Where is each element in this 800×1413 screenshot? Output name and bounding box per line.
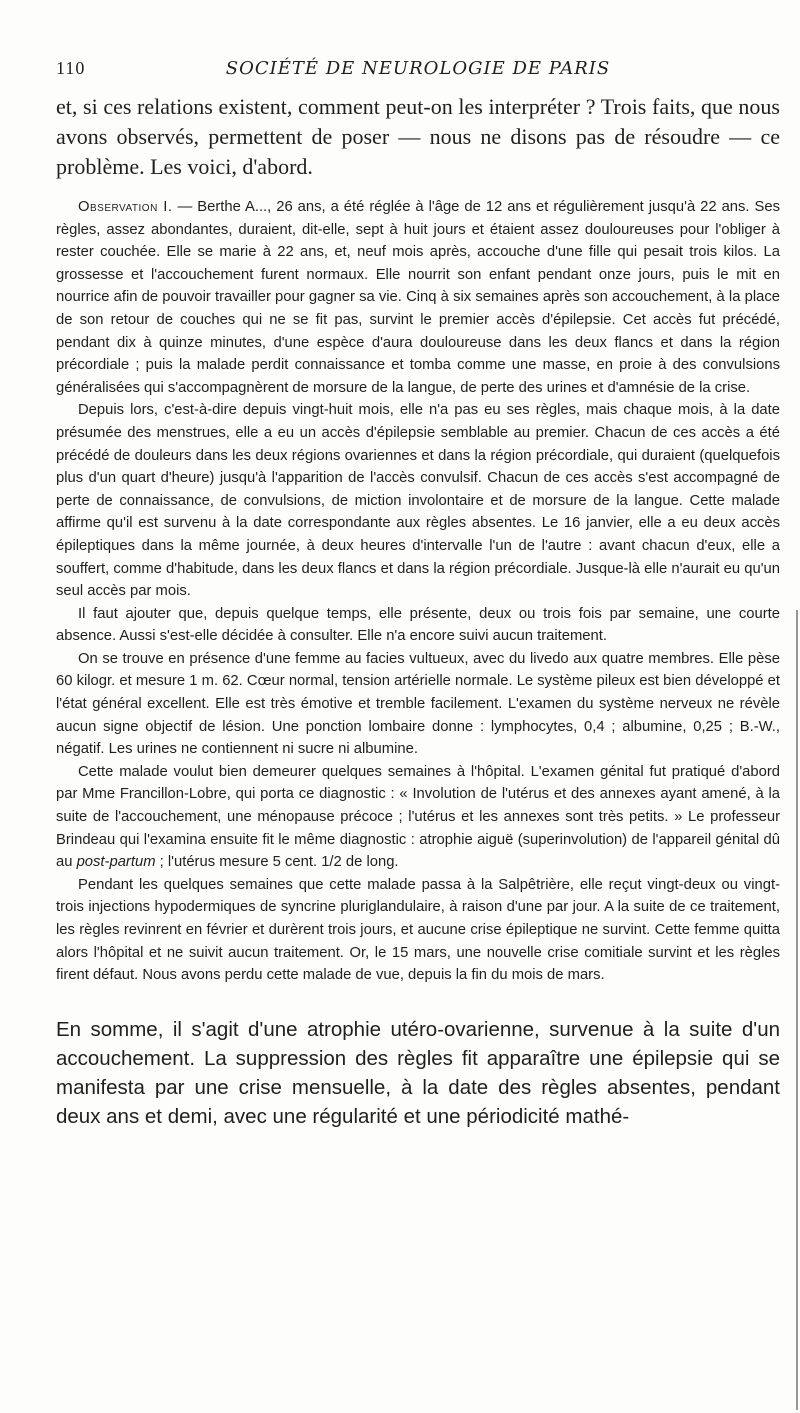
- observation-paragraph-2: Depuis lors, c'est-à-dire depuis vingt-huit mois, elle n'a pas eu ses règles, mais chaque mois, à la date présumée des menstrues, elle a eu un accès d'épilepsie semblable au premier. Chacun de ces accès a été précédé de douleurs dans les deux régions ovariennes et dans la région précordiale, qui duraient (quelquefois plus d'un quart d'heure) jusqu'à l'apparition de l'accès convulsif. Chacun de ces accès s'est accompagné de perte de connaissance, de convulsions, de miction involontaire et de morsure de la langue. Cette malade affirme qu'il est survenu à la date correspondante aux règles absentes. Le 16 janvier, elle a eu deux accès épileptiques dans la même journée, à deux heures d'intervalle l'un de l'autre : avant chacun d'eux, elle a souffert, comme d'habitude, dans les deux flancs et dans la région précordiale. Jusque-là elle n'aurait eu qu'un seul accès par mois.: [56, 402, 780, 600]
- observation-paragraph-3: Il faut ajouter que, depuis quelque temps, elle présente, deux ou trois fois par semaine, une courte absence. Aussi s'est-elle décidée à consulter. Elle n'a encore suivi aucun traitement.: [56, 605, 780, 645]
- running-title: SOCIÉTÉ DE NEUROLOGIE DE PARIS: [225, 58, 611, 79]
- running-header: [56, 58, 780, 88]
- observation-text-5a: Cette malade voulut bien demeurer quelques semaines à l'hôpital. L'examen génital fut pratiqué d'abord par Mme Francillon-Lobre, qui porta ce diagnostic : « Involution de l'utérus et des annexes ayant amené, à la suite de l'accouchement, une ménopause précoce ; l'utérus et les annexes sont très petits. » Le professeur Brindeau qui l'examina ensuite fit le même diagnostic : atrophie aiguë (superinvolution) de l'appareil génital dû au: [56, 763, 780, 871]
- observation-paragraph-5: [56, 761, 780, 874]
- page: [56, 58, 780, 1151]
- observation-text-5b: ; l'utérus mesure 5 cent. 1/2 de long.: [155, 854, 399, 871]
- observation-block: [56, 196, 780, 987]
- observation-label: Observation I.: [78, 199, 173, 215]
- observation-text-1: — Berthe A..., 26 ans, a été réglée à l'âge de 12 ans et régulièrement jusqu'à 22 ans. Ses règles, assez abondantes, duraient, dit-elle, sept à huit jours et étaient assez douloureuses pour l'obliger à rester couchée. Elle se marie à 22 ans, et, neuf mois après, accouche d'une fille qui pesait trois kilos. La grossesse et l'accouchement furent normaux. Elle nourrit son enfant pendant onze jours, puis le mit en nourrice afin de pouvoir travailler pour gagner sa vie. Cinq à six semaines après son accouchement, à la place de son retour de couches qui ne se fit pas, survint le premier accès d'épilepsie. Cet accès fut précédé, pendant dix à quinze minutes, d'une espèce d'aura douloureuse dans les deux flancs et dans la région précordiale ; puis la malade perdit connaissance et tomba comme une masse, en proie à des convulsions généralisées qui s'accompagnèrent de morsure de la langue, de perte des urines et d'amnésie de la crise.: [56, 199, 780, 396]
- observation-paragraph-6: Pendant les quelques semaines que cette malade passa à la Salpêtrière, elle reçut vingt-deux ou vingt-trois injections hypodermiques de syncrine pluriglandulaire, à raison d'une par jour. A la suite de ce traitement, les règles revinrent en février et durèrent trois jours, et aucune crise épileptique ne survint. Cette femme quitta alors l'hôpital et ne suivit aucun traitement. Or, le 15 mars, une nouvelle crise comitiale survint et les règles firent défaut. Nous avons perdu cette malade de vue, depuis la fin du mois de mars.: [56, 876, 780, 984]
- observation-paragraph-1: [56, 196, 780, 399]
- page-number: 110: [56, 58, 86, 78]
- binding-edge-line: [796, 610, 798, 1410]
- observation-paragraph-4: On se trouve en présence d'une femme au facies vultueux, avec du livedo aux quatre membres. Elle pèse 60 kilogr. et mesure 1 m. 62. Cœur normal, tension artérielle normale. Le système pileux est bien développé et l'état général excellent. Elle est très émotive et tremble facilement. L'examen du système nerveux ne révèle aucun signe objectif de lésion. Une ponction lombaire donne : lymphocytes, 0,4 ; albumine, 0,25 ; B.-W., négatif. Les urines ne contiennent ni sucre ni albumine.: [56, 650, 780, 758]
- conclusion-paragraph: En somme, il s'agit d'une atrophie utéro-ovarienne, survenue à la suite d'un accouchement. La suppression des règles fit apparaître une épilepsie qui se manifesta par une crise mensuelle, à la date des règles absentes, pendant deux ans et demi, avec une régularité et une périodicité mathé-: [56, 1017, 780, 1128]
- observation-text-5-italic: post-partum: [76, 854, 156, 871]
- intro-paragraph: et, si ces relations existent, comment peut-on les interpréter ? Trois faits, que nous avons observés, permettent de poser — nous ne disons pas de résoudre — ce problème. Les voici, d'abord.: [56, 94, 780, 179]
